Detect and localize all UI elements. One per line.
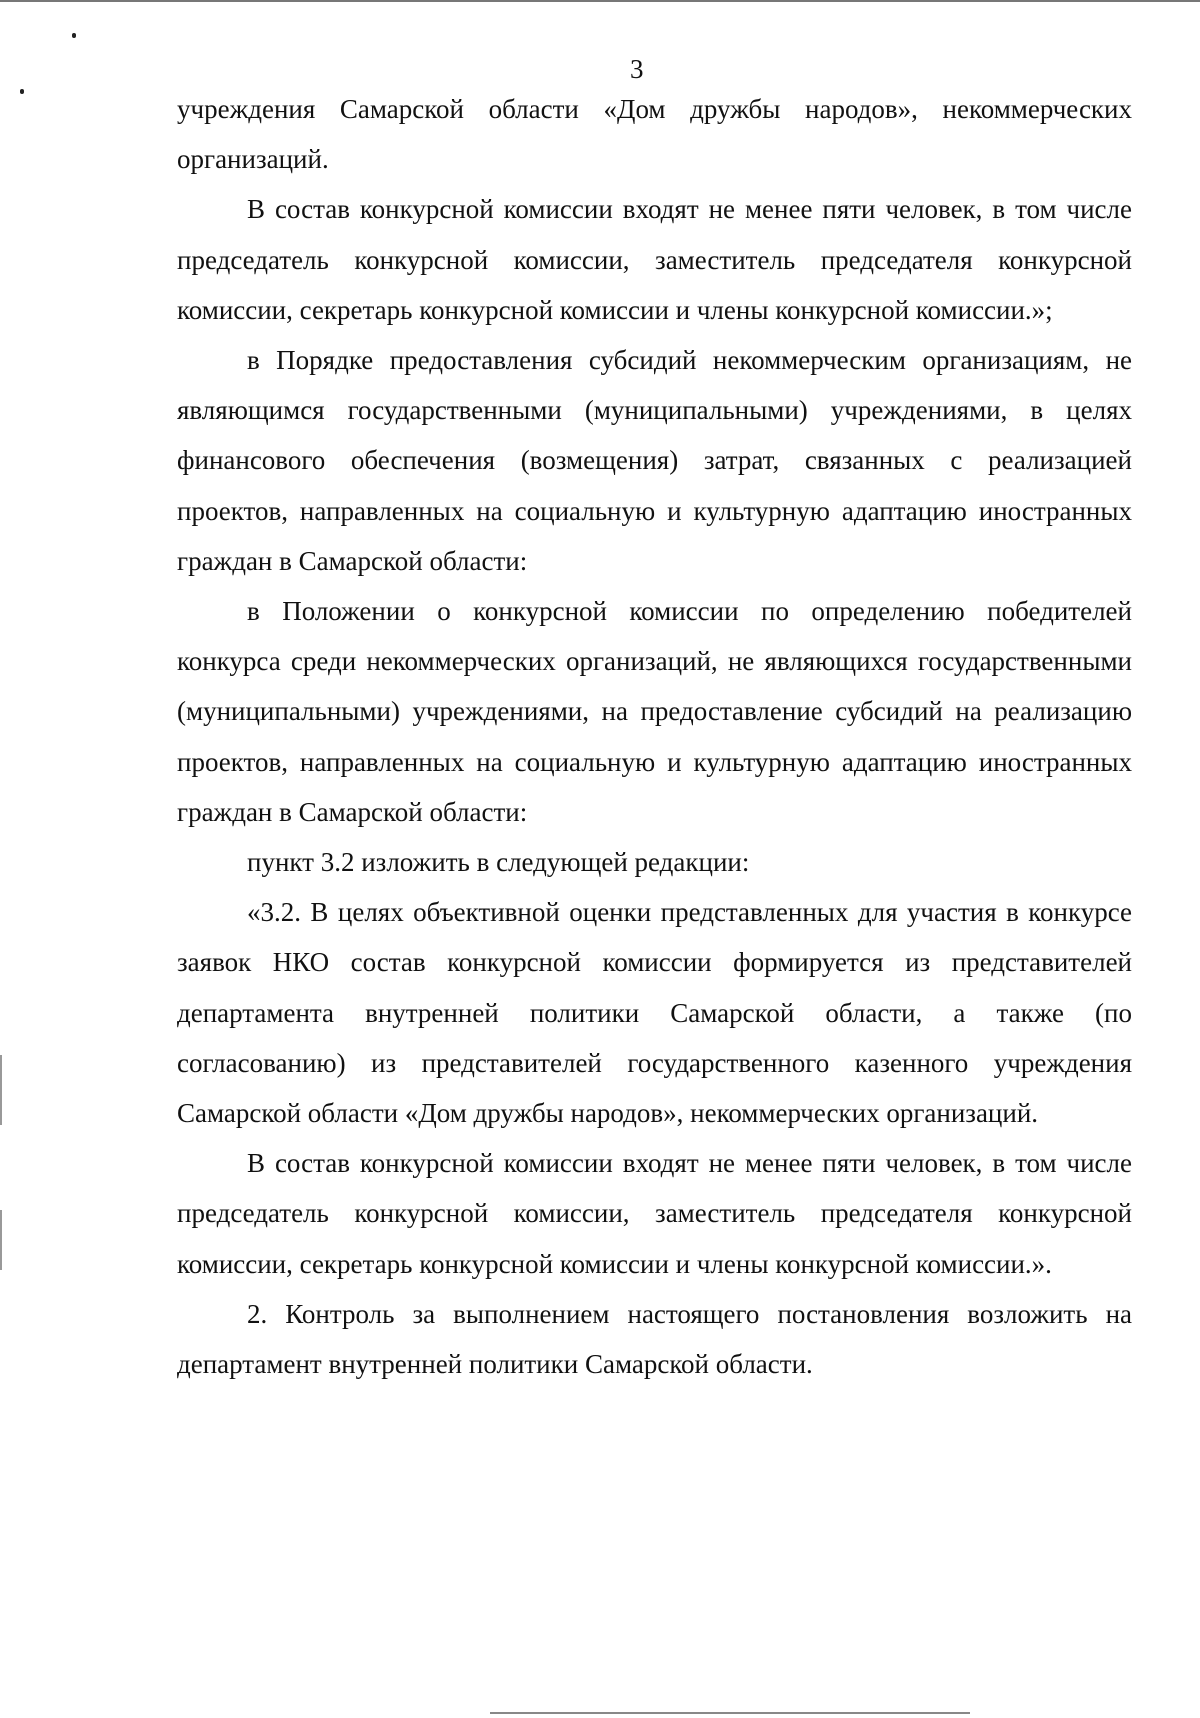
page-number: 3	[630, 54, 644, 84]
paragraph: в Порядке предоставления субсидий некоммерческим организациям, не являющимся государственными (муниципальными) учреждениями, в целях финансового обеспечения (возмещения) затрат, связанных с реализацией проектов, направленных на социальную и культурную адаптацию иностранных граждан в Самарской области:	[177, 345, 1132, 576]
paragraph: 2. Контроль за выполнением настоящего постановления возложить на департамент внутренней политики Самарской области.	[177, 1298, 1132, 1380]
bottom-scan-edge	[490, 1712, 970, 1714]
paragraph: В состав конкурсной комиссии входят не менее пяти человек, в том числе председатель конкурсной комиссии, заместитель председателя конкурсной комиссии, секретарь конкурсной комиссии и члены конкурсной комиссии.».	[177, 1148, 1132, 1279]
scan-edge-mark	[0, 1210, 2, 1270]
paragraph: В состав конкурсной комиссии входят не менее пяти человек, в том числе председатель конкурсной комиссии, заместитель председателя конкурсной комиссии, секретарь конкурсной комиссии и члены конкурсной комиссии.»;	[177, 194, 1132, 325]
top-scan-edge	[0, 0, 1200, 2]
paragraph: пункт 3.2 изложить в следующей редакции:	[247, 847, 750, 878]
paragraph: «3.2. В целях объективной оценки представленных для участия в конкурсе заявок НКО состав конкурсной комиссии формируется из представителей департамента внутренней политики Самарской области, а также (по согласованию) из представителей государственного казенного учреждения Самарской области «Дом дружбы народов», некоммерческих организаций.	[177, 897, 1132, 1129]
paragraph: в Положении о конкурсной комиссии по определению победителей конкурса среди некоммерческих организаций, не являющихся государственными (муниципальными) учреждениями, на предоставление субсидий на реализацию проектов, направленных на социальную и культурную адаптацию иностранных граждан в Самарской области:	[177, 596, 1132, 827]
paragraph: учреждения Самарской области «Дом дружбы народов», некоммерческих организаций.	[177, 94, 1132, 175]
scan-speck	[20, 89, 24, 94]
scan-edge-mark	[0, 1055, 2, 1125]
scan-speck	[72, 33, 76, 38]
document-body	[177, 84, 1132, 1389]
